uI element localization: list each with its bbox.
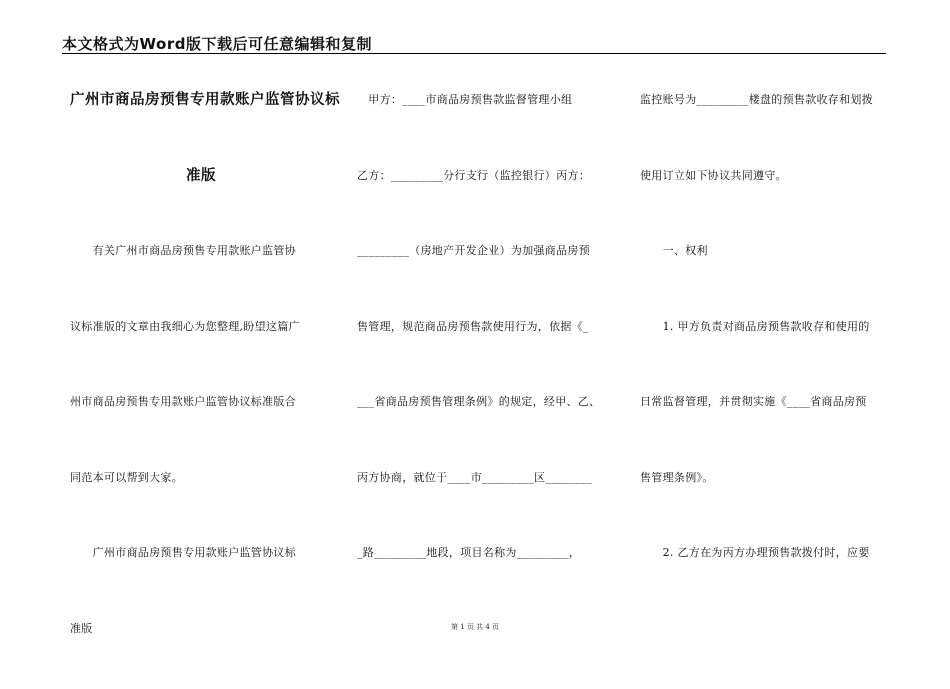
body-line: 广州市商品房预售专用款账户监管协议标: [70, 538, 332, 614]
body-line: 丙方协商，就位于____市_________区________: [357, 463, 617, 539]
column-2: [357, 85, 617, 614]
column-1: [70, 85, 332, 689]
page-number: 第 1 页 共 4 页: [0, 622, 950, 632]
body-line: 售管理条例》。: [640, 463, 890, 539]
body-line: 监控账号为_________楼盘的预售款收存和划拨: [640, 85, 890, 161]
body-line: 售管理，规范商品房预售款使用行为，依据《_: [357, 312, 617, 388]
body-line: 乙方：_________分行支行（监控银行）丙方：: [357, 161, 617, 237]
body-line: ___省商品房预售管理条例》的规定，经甲、乙、: [357, 387, 617, 463]
doc-title-line-2: 准版: [70, 161, 332, 237]
body-line: 议标准版的文章由我细心为您整理,盼望这篇广: [70, 312, 332, 388]
body-line: 日常监督管理，并贯彻实施《____省商品房预: [640, 387, 890, 463]
section-heading: 一、权利: [640, 236, 890, 312]
body-line: 准版: [70, 614, 332, 689]
body-line: _________（房地产开发企业）为加强商品房预: [357, 236, 617, 312]
body-line: 甲方：____市商品房预售款监督管理小组: [357, 85, 617, 161]
doc-title-line-1: 广州市商品房预售专用款账户监管协议标: [70, 85, 332, 161]
body-line: 同范本可以帮到大家。: [70, 463, 332, 539]
column-3: [640, 85, 890, 614]
body-line: 2. 乙方在为丙方办理预售款拨付时，应要: [640, 538, 890, 614]
header-divider: [62, 53, 886, 54]
body-line: _路_________地段，项目名称为_________，: [357, 538, 617, 614]
body-line: 有关广州市商品房预售专用款账户监管协: [70, 236, 332, 312]
body-line: 使用订立如下协议共同遵守。: [640, 161, 890, 237]
document-header: 本文格式为Word版下载后可任意编辑和复制: [62, 33, 886, 56]
body-line: 1. 甲方负责对商品房预售款收存和使用的: [640, 312, 890, 388]
body-line: 州市商品房预售专用款账户监管协议标准版合: [70, 387, 332, 463]
